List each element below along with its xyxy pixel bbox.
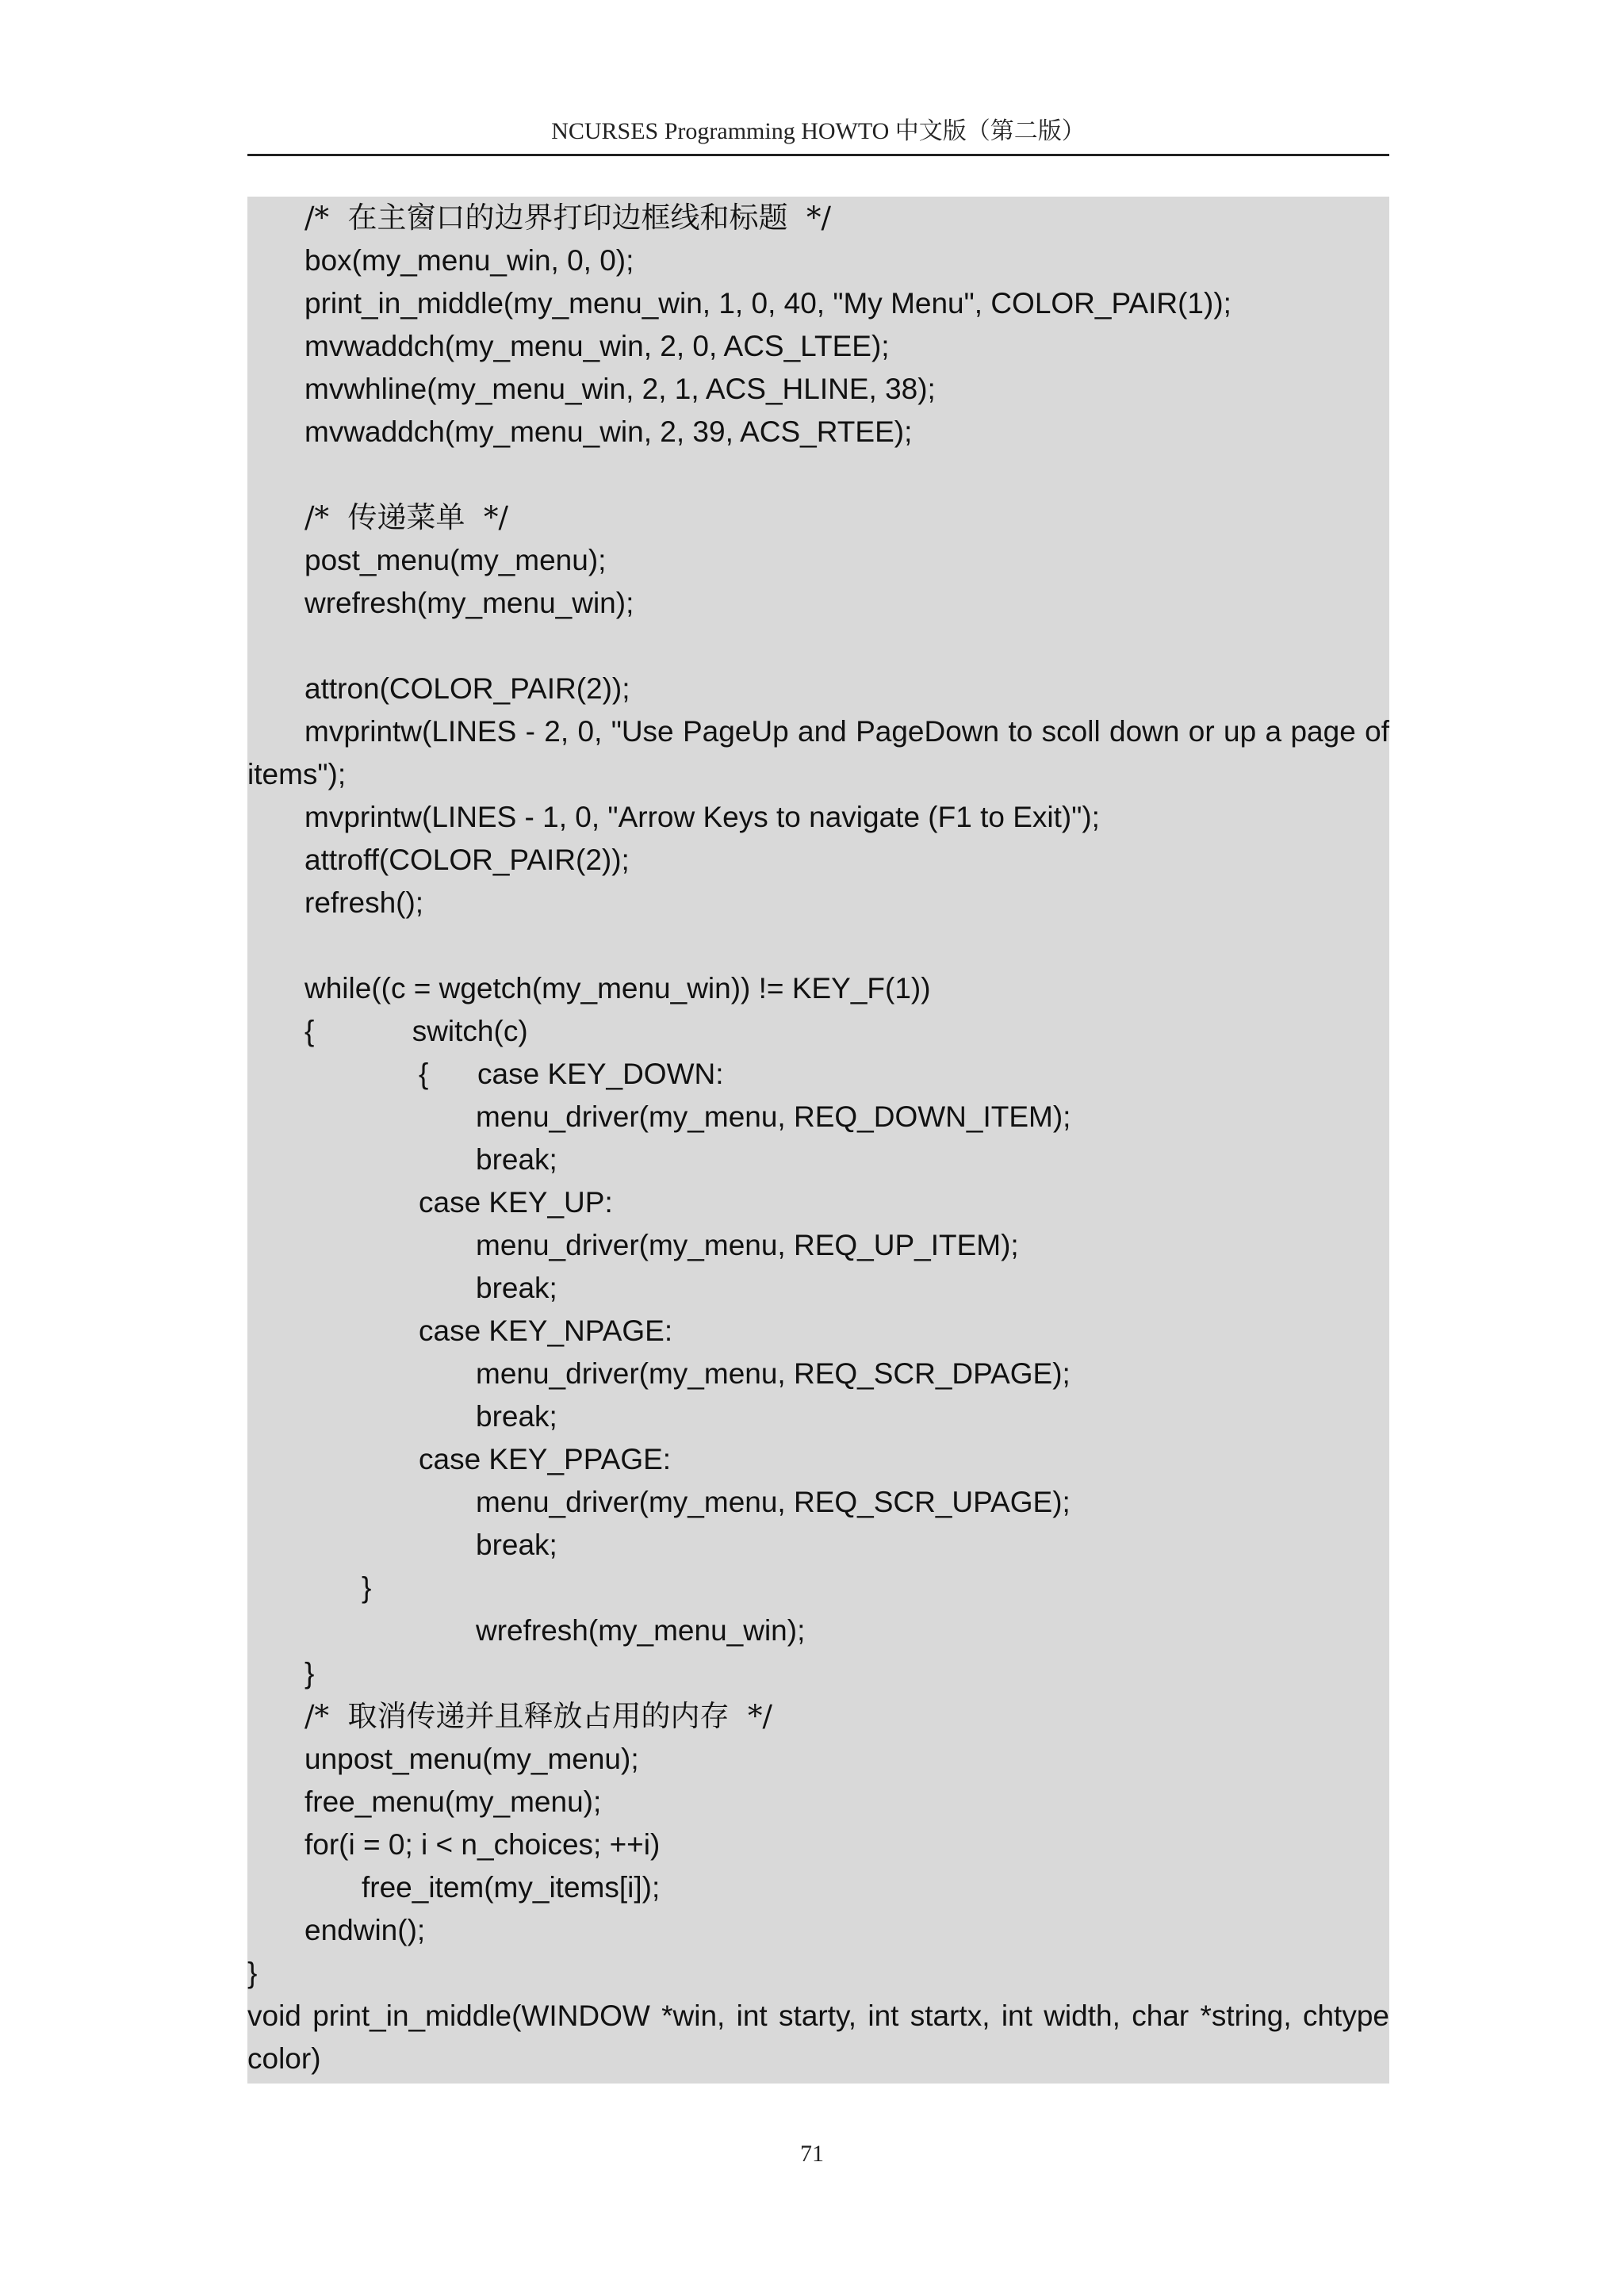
- code-line: endwin();: [304, 1914, 426, 1946]
- code-line: while((c = wgetch(my_menu_win)) != KEY_F(1)): [304, 972, 931, 1004]
- code-line: mvwaddch(my_menu_win, 2, 0, ACS_LTEE);: [304, 330, 890, 362]
- code-line-continuation: color): [247, 2042, 321, 2075]
- code-listing: [247, 197, 1389, 2084]
- running-header: NCURSES Programming HOWTO 中文版（第二版）: [247, 111, 1389, 156]
- code-line: case KEY_PPAGE:: [419, 1443, 672, 1475]
- code-comment: /* 取消传递并且释放占用的内存 */: [304, 1699, 772, 1733]
- code-line: break;: [476, 1272, 557, 1304]
- code-line: attroff(COLOR_PAIR(2));: [304, 844, 630, 876]
- code-line: mvwhline(my_menu_win, 2, 1, ACS_HLINE, 38);: [304, 373, 936, 405]
- code-line: print_in_middle(my_menu_win, 1, 0, 40, "My Menu", COLOR_PAIR(1));: [304, 287, 1231, 320]
- code-line: free_item(my_items[i]);: [362, 1871, 661, 1904]
- code-line: menu_driver(my_menu, REQ_DOWN_ITEM);: [476, 1100, 1071, 1133]
- code-line: box(my_menu_win, 0, 0);: [304, 244, 634, 277]
- code-line: unpost_menu(my_menu);: [304, 1743, 639, 1775]
- code-line: mvprintw(LINES - 1, 0, "Arrow Keys to navigate (F1 to Exit)");: [304, 801, 1100, 833]
- code-line: mvprintw(LINES - 2, 0, "Use PageUp and PageDown to scoll down or up a page of: [304, 715, 1389, 748]
- code-line: }: [362, 1571, 372, 1604]
- code-line: wrefresh(my_menu_win);: [304, 587, 634, 619]
- code-line: attron(COLOR_PAIR(2));: [304, 672, 630, 705]
- code-line: menu_driver(my_menu, REQ_SCR_UPAGE);: [476, 1486, 1071, 1518]
- code-line: menu_driver(my_menu, REQ_SCR_DPAGE);: [476, 1357, 1071, 1390]
- code-line-continuation: items");: [247, 758, 347, 790]
- code-line: case KEY_UP:: [419, 1186, 613, 1219]
- code-comment: /* 在主窗口的边界打印边框线和标题 */: [304, 201, 831, 235]
- code-line: break;: [476, 1529, 557, 1561]
- code-line: }: [247, 1957, 258, 1989]
- code-line: for(i = 0; i < n_choices; ++i): [304, 1828, 661, 1861]
- code-line: break;: [476, 1400, 557, 1433]
- code-line: void print_in_middle(WINDOW *win, int starty, int startx, int width, char *string, chtype: [247, 1999, 1389, 2032]
- page-number: 71: [800, 2141, 824, 2167]
- code-line: menu_driver(my_menu, REQ_UP_ITEM);: [476, 1229, 1019, 1261]
- code-line: case KEY_NPAGE:: [419, 1314, 673, 1347]
- code-comment: /* 传递菜单 */: [304, 500, 508, 534]
- code-line: { case KEY_DOWN:: [419, 1058, 724, 1090]
- code-line: free_menu(my_menu);: [304, 1785, 602, 1818]
- code-line: break;: [476, 1143, 557, 1176]
- code-line: wrefresh(my_menu_win);: [476, 1614, 806, 1647]
- code-line: mvwaddch(my_menu_win, 2, 39, ACS_RTEE);: [304, 415, 913, 448]
- code-line: post_menu(my_menu);: [304, 544, 607, 576]
- code-line: { switch(c): [304, 1015, 528, 1047]
- code-line: }: [304, 1657, 315, 1689]
- code-line: refresh();: [304, 886, 424, 919]
